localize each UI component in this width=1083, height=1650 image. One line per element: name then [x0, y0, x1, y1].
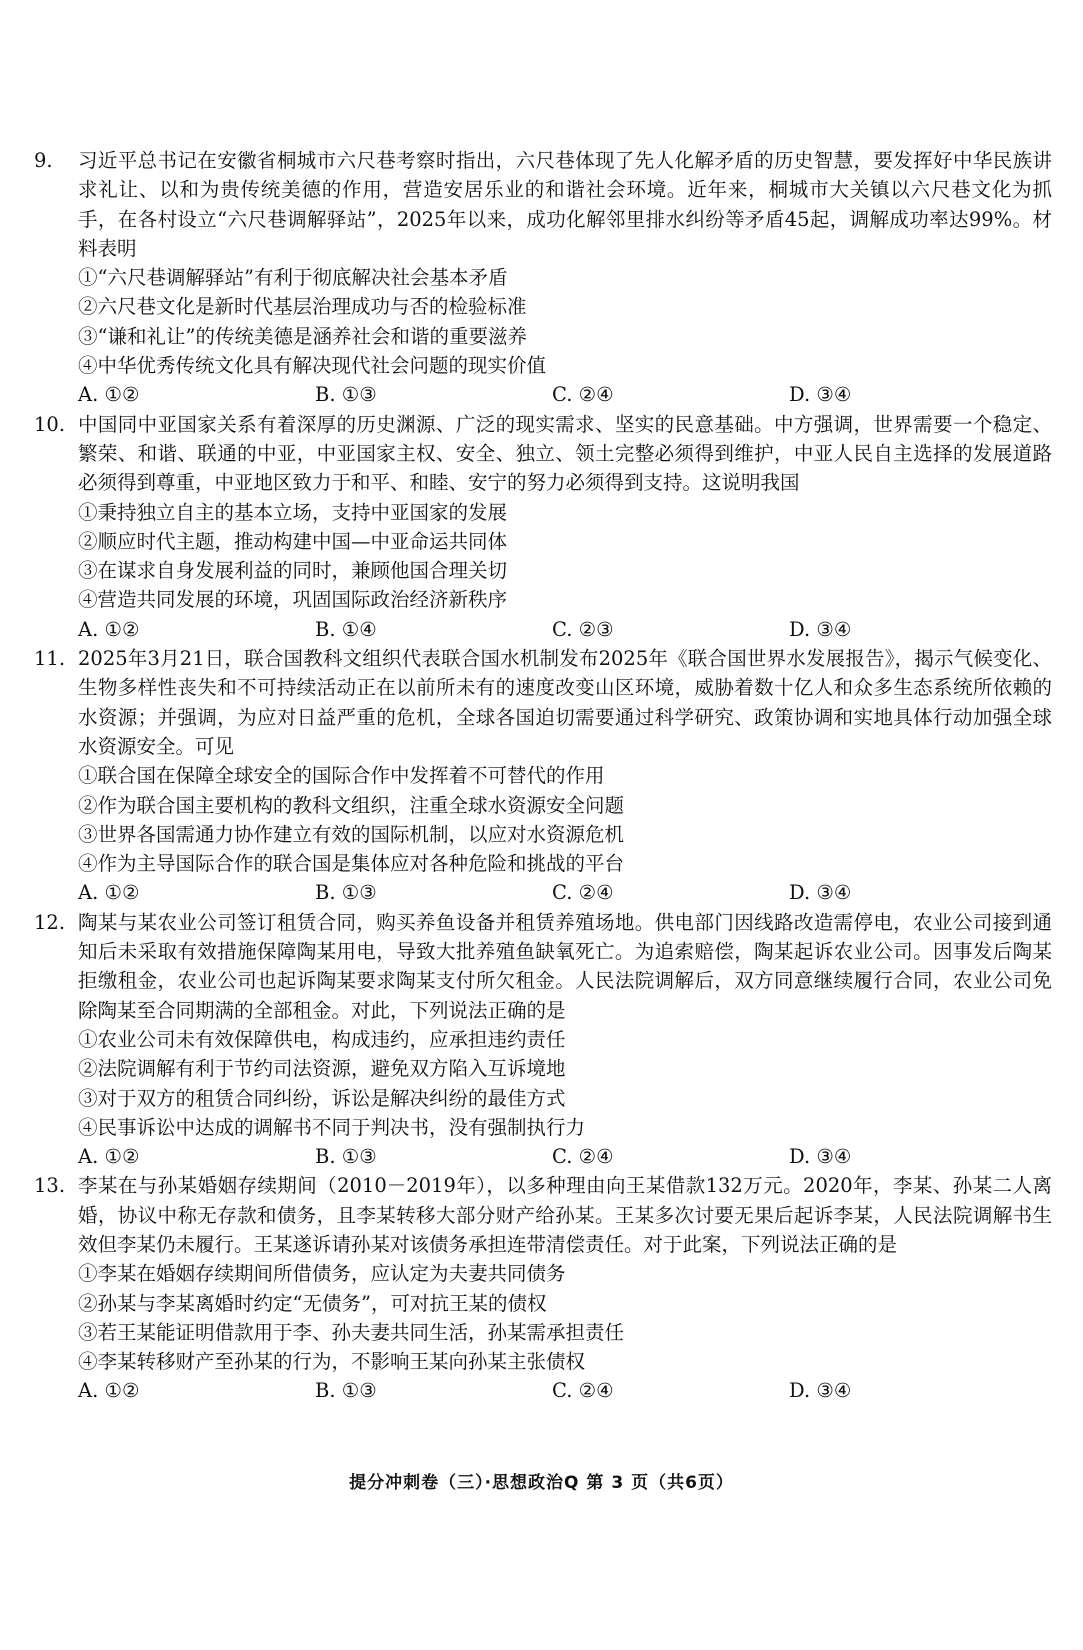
statement-item: ①农业公司未有效保障供电，构成违约，应承担违约责任 [78, 1027, 566, 1051]
choice-c: C. ②④ [552, 881, 614, 905]
question-list [34, 146, 1052, 1406]
choice-d: D. ③④ [789, 1145, 852, 1169]
question-9 [34, 146, 1052, 410]
choice-b: B. ①③ [315, 1379, 377, 1403]
question-number: 11. [34, 647, 66, 671]
statement-item: ③在谋求自身发展利益的同时，兼顾他国合理关切 [78, 559, 508, 583]
statement-item: ①“六尺巷调解驿站”有利于彻底解决社会基本矛盾 [78, 266, 508, 290]
choice-d: D. ③④ [789, 1379, 852, 1403]
choice-c: C. ②④ [552, 1379, 614, 1403]
statement-item: ③世界各国需通力协作建立有效的国际机制，以应对水资源危机 [78, 822, 625, 846]
choice-c: C. ②③ [552, 617, 614, 641]
statement-item: ①联合国在保障全球安全的国际合作中发挥着不可替代的作用 [78, 764, 605, 788]
choice-a: A. ①② [78, 1145, 140, 1169]
answer-choices [34, 380, 1052, 409]
question-11 [34, 644, 1052, 908]
statement-item: ①秉持独立自主的基本立场，支持中亚国家的发展 [78, 500, 508, 524]
statement-item: ④作为主导国际合作的联合国是集体应对各种危险和挑战的平台 [78, 852, 625, 876]
statement-list [34, 498, 1052, 615]
answer-choices [34, 1376, 1052, 1405]
choice-a: A. ①② [78, 881, 140, 905]
choice-a: A. ①② [78, 1379, 140, 1403]
choice-c: C. ②④ [552, 383, 614, 407]
statement-item: ②作为联合国主要机构的教科文组织，注重全球水资源安全问题 [78, 793, 625, 817]
choice-d: D. ③④ [789, 881, 852, 905]
choice-d: D. ③④ [789, 383, 852, 407]
statement-list [34, 263, 1052, 380]
statement-item: ③对于双方的租赁合同纠纷，诉讼是解决纠纷的最佳方式 [78, 1086, 566, 1110]
statement-list [34, 1025, 1052, 1142]
statement-item: ②法院调解有利于节约司法资源，避免双方陷入互诉境地 [78, 1057, 566, 1081]
answer-choices [34, 878, 1052, 907]
answer-choices [34, 1142, 1052, 1171]
statement-item: ③“谦和礼让”的传统美德是涵养社会和谐的重要滋养 [78, 324, 527, 348]
question-stem [34, 1171, 1052, 1259]
question-stem [34, 146, 1052, 263]
question-stem-text: 习近平总书记在安徽省桐城市六尺巷考察时指出，六尺巷体现了先人化解矛盾的历史智慧，要发挥好中华民族讲求礼让、以和为贵传统美德的作用，营造安居乐业的和谐社会环境。近年来，桐城市大关镇以六尺巷文化为抓手，在各村设立“六尺巷调解驿站”，2025年以来，成功化解邻里排水纠纷等矛盾45起，调解成功率达99%。材料表明 [78, 149, 1052, 260]
choice-a: A. ①② [78, 617, 140, 641]
choice-b: B. ①③ [315, 881, 377, 905]
statement-item: ④营造共同发展的环境，巩固国际政治经济新秩序 [78, 588, 508, 612]
answer-choices [34, 615, 1052, 644]
statement-item: ④民事诉讼中达成的调解书不同于判决书，没有强制执行力 [78, 1115, 586, 1139]
statement-item: ①李某在婚姻存续期间所借债务，应认定为夫妻共同债务 [78, 1262, 566, 1286]
choice-b: B. ①③ [315, 1145, 377, 1169]
choice-b: B. ①④ [315, 617, 377, 641]
statement-item: ②孙某与李某离婚时约定“无债务”，可对抗王某的债权 [78, 1291, 547, 1315]
question-stem-text: 陶某与某农业公司签订租赁合同，购买养鱼设备并租赁养殖场地。供电部门因线路改造需停电，农业公司接到通知后未采取有效措施保障陶某用电，导致大批养殖鱼缺氧死亡。为追索赔偿，陶某起诉农业公司。因事发后陶某拒缴租金，农业公司也起诉陶某要求陶某支付所欠租金。人民法院调解后，双方同意继续履行合同，农业公司免除陶某至合同期满的全部租金。对此，下列说法正确的是 [78, 910, 1052, 1022]
question-stem-text: 李某在与孙某婚姻存续期间（2010－2019年），以多种理由向王某借款132万元。2020年，李某、孙某二人离婚，协议中称无存款和债务，且李某转移大部分财产给孙某。王某多次讨要无果后起诉李某，人民法院调解书生效但李某仍未履行。王某遂诉请孙某对该债务承担连带清偿责任。对于此案，下列说法正确的是 [78, 1174, 1052, 1256]
question-10 [34, 410, 1052, 644]
question-stem-text: 2025年3月21日，联合国教科文组织代表联合国水机制发布2025年《联合国世界水发展报告》，揭示气候变化、生物多样性丧失和不可持续活动正在以前所未有的速度改变山区环境，威胁着数十亿人和众多生态系统所依赖的水资源；并强调，为应对日益严重的危机，全球各国迫切需要通过科学研究、政策协调和实地具体行动加强全球水资源安全。可见 [78, 647, 1052, 758]
question-13 [34, 1171, 1052, 1405]
question-12 [34, 908, 1052, 1172]
question-number: 13. [34, 1174, 66, 1198]
question-stem-text: 中国同中亚国家关系有着深厚的历史渊源、广泛的现实需求、坚实的民意基础。中方强调，世界需要一个稳定、繁荣、和谐、联通的中亚，中亚国家主权、安全、独立、领土完整必须得到维护，中亚人民自主选择的发展道路必须得到尊重，中亚地区致力于和平、和睦、安宁的努力必须得到支持。这说明我国 [78, 412, 1052, 495]
question-number: 10. [34, 412, 66, 436]
statement-item: ②顺应时代主题，推动构建中国—中亚命运共同体 [78, 529, 508, 553]
statement-item: ④中华优秀传统文化具有解决现代社会问题的现实价值 [78, 354, 547, 378]
question-stem [34, 644, 1052, 761]
question-stem [34, 410, 1052, 498]
statement-item: ②六尺巷文化是新时代基层治理成功与否的检验标准 [78, 295, 527, 319]
question-number: 12. [34, 910, 66, 934]
choice-c: C. ②④ [552, 1145, 614, 1169]
statement-list [34, 761, 1052, 878]
question-number: 9. [34, 149, 53, 172]
statement-list [34, 1259, 1052, 1376]
choice-b: B. ①③ [315, 383, 377, 407]
choice-d: D. ③④ [789, 617, 852, 641]
statement-item: ④李某转移财产至孙某的行为，不影响王某向孙某主张债权 [78, 1350, 586, 1374]
choice-a: A. ①② [78, 383, 140, 407]
statement-item: ③若王某能证明借款用于李、孙夫妻共同生活，孙某需承担责任 [78, 1320, 625, 1344]
question-stem [34, 908, 1052, 1025]
page-footer: 提分冲刺卷（三）·思想政治Q 第 3 页（共6页） [349, 1473, 734, 1493]
